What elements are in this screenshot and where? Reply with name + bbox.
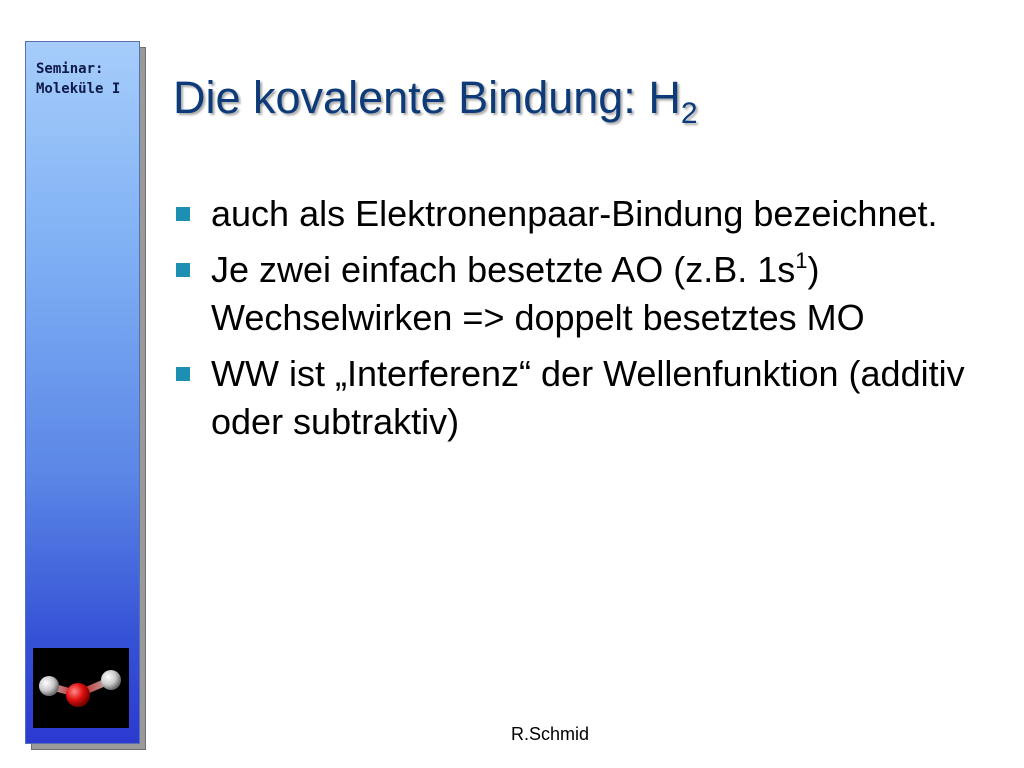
bullet-square-icon	[176, 207, 190, 221]
water-molecule-graphic	[33, 648, 129, 728]
bullet-list	[172, 190, 972, 454]
hydrogen-atom-left	[39, 676, 59, 696]
slide-title-main: Die kovalente Bindung: H	[173, 72, 681, 123]
water-molecule-icon	[33, 648, 129, 728]
footer-author: R.Schmid	[511, 724, 590, 744]
bullet-text-line2: Wechselwirken => doppelt besetztes MO	[211, 297, 865, 338]
bullet-item	[172, 190, 972, 238]
seminar-label-line1: Seminar:	[36, 61, 104, 77]
bullet-superscript: 1	[795, 248, 808, 273]
sidebar	[25, 41, 140, 744]
bullet-square-icon	[176, 367, 190, 381]
bullet-item	[172, 350, 972, 446]
bullet-item	[172, 246, 972, 342]
bullet-square-icon	[176, 263, 190, 277]
bullet-text-line1-end: )	[807, 249, 820, 290]
oxygen-atom	[66, 683, 90, 707]
bullet-text-line1: Je zwei einfach besetzte AO (z.B. 1s	[211, 249, 796, 290]
hydrogen-atom-right	[101, 670, 121, 690]
slide-title	[173, 68, 698, 128]
seminar-label	[36, 59, 120, 99]
seminar-label-line2: Moleküle I	[36, 81, 121, 97]
bullet-text: auch als Elektronenpaar-Bindung bezeichnet.	[211, 193, 938, 234]
slide-title-subscript: 2	[680, 97, 698, 130]
bullet-text: WW ist „Interferenz“ der Wellenfunktion (additiv oder subtraktiv)	[211, 353, 965, 442]
